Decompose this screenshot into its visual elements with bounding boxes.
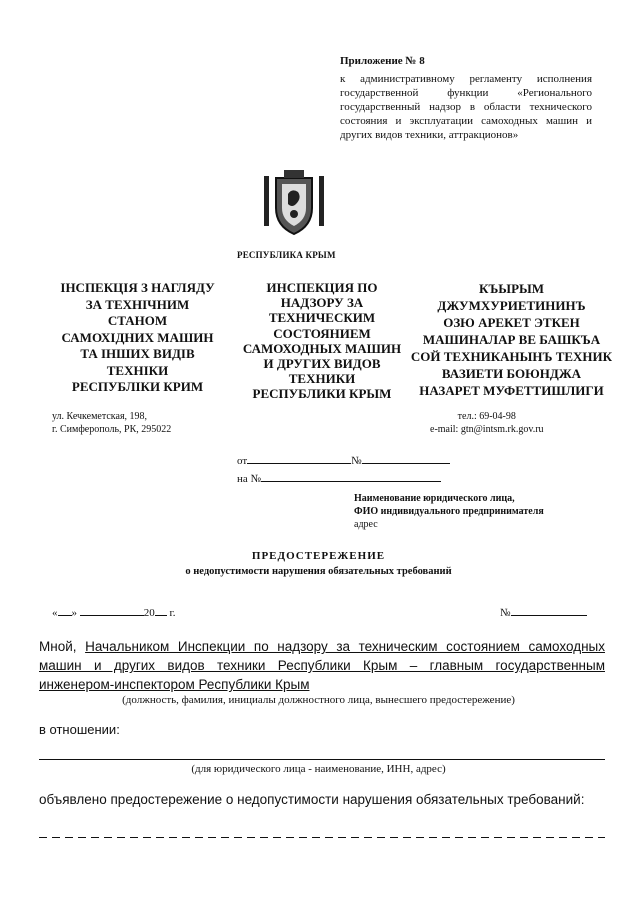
issuer-paragraph [39, 637, 605, 694]
org-line: НАЗАРЕТ МУФЕТТИШЛИГИ [419, 383, 604, 398]
org-line: НАДЗОРУ ЗА [280, 295, 364, 311]
recipient-line: адрес [354, 519, 378, 530]
reference-from-label: от [237, 455, 248, 467]
recipient-line: Наименование юридического лица, [354, 493, 515, 504]
month-field [80, 604, 144, 616]
email: e-mail: gtn@intsm.rk.gov.ru [430, 424, 544, 435]
org-line: ЗА ТЕХНІЧНИМ [85, 296, 190, 312]
org-name-russian [238, 280, 406, 402]
document-title: ПРЕДОСТЕРЕЖЕНИЕ [251, 550, 386, 562]
announced-paragraph: объявлено предостережение о недопустимости нарушения обязательных требований: [39, 792, 585, 807]
requirements-line [39, 837, 605, 838]
year-prefix: 20 [143, 607, 155, 619]
year-suffix: г. [169, 607, 176, 619]
org-line: ТЕХНИЧЕСКИМ [268, 310, 376, 326]
recipient-block [354, 492, 544, 531]
subject-caption: (для юридического лица - наименование, ИНН, адрес) [191, 763, 446, 775]
address [52, 410, 171, 436]
date-open-quote: « [52, 607, 58, 619]
org-line: ОЗЮ АРЕКЕТ ЭТКЕН [443, 315, 580, 330]
document-number-label: № [500, 607, 511, 619]
org-line: ТА ІНШИХ ВИДІВ [80, 346, 195, 361]
subject-line [39, 759, 605, 760]
issuer-lead: Мной, [39, 639, 77, 654]
org-line: ТЕХНИКИ [288, 371, 356, 387]
org-line: САМОХОДНЫХ МАШИН [242, 340, 402, 356]
recipient-line: ФИО индивидуального предпринимателя [354, 506, 544, 517]
org-line: СОСТОЯНИЕМ [273, 325, 371, 341]
document-date [52, 604, 176, 619]
document-number [500, 604, 587, 619]
issuer-caption: (должность, фамилия, инициалы должностного лица, вынесшего предостережение) [122, 694, 515, 706]
appendix-text: к административному регламенту исполнения государственной функции «Регионального государственный надзор в области технического состояния и эксплуатации самоходных машин и других видов техники, аттракционов» [340, 73, 592, 141]
year-field [155, 604, 167, 616]
org-line: КЪЫРЫМ [478, 281, 545, 296]
reference-date-field [247, 452, 351, 464]
org-name-crimean-tatar [404, 280, 619, 399]
reference-to-line [237, 470, 441, 485]
org-line: РЕСПУБЛІКИ КРИМ [71, 379, 204, 394]
org-line: РЕСПУБЛИКИ КРЫМ [252, 386, 392, 402]
address-street: ул. Кечкеметская, 198, [52, 411, 148, 422]
reference-number-label: № [351, 455, 362, 467]
org-line: ДЖУМХУРИЕТИНИНЪ [437, 298, 586, 313]
in-relation-label: в отношении: [39, 722, 120, 737]
reference-to-label: на № [237, 473, 262, 485]
republic-label: РЕСПУБЛИКА КРЫМ [237, 250, 336, 260]
org-line: СТАНОМ [107, 313, 168, 328]
org-line: ІНСПЕКЦІЯ З НАГЛЯДУ [60, 280, 215, 295]
date-close-quote: » [71, 607, 77, 619]
org-line: ТЕХНІКИ [106, 362, 169, 378]
document-subtitle: о недопустимости нарушения обязательных требований [185, 566, 452, 577]
phone: тел.: 69-04-98 [457, 411, 516, 422]
appendix-title: Приложение № 8 [340, 55, 425, 67]
org-line: СОЙ ТЕХНИКАНЫНЪ ТЕХНИК [410, 349, 613, 364]
org-line: ВАЗИЕТИ БОЮНДЖА [441, 366, 582, 381]
org-line: И ДРУГИХ ВИДОВ [263, 356, 381, 372]
reference-to-field [261, 470, 441, 482]
issuer-position: Начальником Инспекции по надзору за техническим состоянием самоходных машин и других видов техники Республики Крым – главным государственным инженером-инспектором Республики Крым [39, 639, 605, 692]
contacts [430, 410, 544, 436]
address-city: г. Симферополь, РК, 295022 [52, 424, 172, 435]
org-line: МАШИНАЛАР ВЕ БАШКЪА [422, 332, 601, 347]
day-field [58, 604, 72, 616]
reference-from-line [237, 452, 450, 467]
document-number-field [511, 604, 587, 616]
org-line: САМОХІДНИХ МАШИН [61, 329, 214, 345]
org-line: ИНСПЕКЦИЯ ПО [266, 280, 378, 295]
org-name-ukrainian [40, 280, 235, 396]
crimea-coat-of-arms-icon [262, 168, 326, 238]
reference-number-field [362, 452, 450, 464]
